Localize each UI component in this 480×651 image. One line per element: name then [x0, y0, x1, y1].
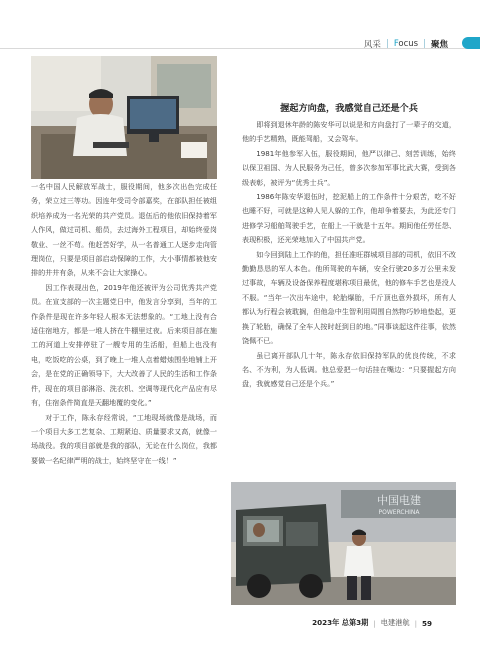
- office-photo: [31, 56, 217, 179]
- left-paragraph-3: 对于工作，陈永存经常说，“工地现场就像是战场，而一个项目大多工艺复杂、工期紧迫、质量要求又高，就像一场战役。我的项目部就是我的部队，无论在什么岗位，我都要做一名纪律严明的战士，始终坚守在一线！”: [31, 412, 217, 465]
- truck-photo: [231, 482, 456, 605]
- focus-label: [394, 39, 418, 49]
- right-paragraph-2: 1981年他参军入伍，服役期间，他严以律己、刻苦训练，始终以保卫祖国、为人民服务为己任，曾多次参加军事比武大赛，受到各级表彰，被评为“优秀士兵”。: [242, 148, 456, 187]
- page-header: [364, 38, 448, 50]
- left-paragraph-1: 一名中国人民解放军战士，服役期间，他多次出色完成任务，荣立过三等功。因连年受司令部嘉奖，在部队担任被组织培养成为一名光荣的共产党员。退伍后的他依旧保持着军人作风，做过司机、船员，去过海外工程项目，却始终爱岗敬业、一丝不苟。他赶苦好学，从一名普通工人逐步走向管理岗位，只要是项目部启动保障的工作，大小事情都被他安排的井井有条，从来不会让大家操心。: [31, 182, 217, 278]
- right-paragraph-4: 如今回到陆上工作的他，担任准旺群城项目部的司机，依旧不改勤勤恳恳的军人本色。他所驾驶的车辆，安全行驶20多万公里未发过事故，车辆及设备保养程度堪称项目最优，他的修车手艺也是没人不服。“当年一次出车途中，轮胎爆胎，千斤顶也意外损坏，所有人都认为行程会被耽搁，但他急中生智利用周围自然物巧妙地垫起，更换了轮胎，确保了全车人按时赶到目的地。”同事谈起这件往事，依然饶佩不已。: [242, 249, 456, 346]
- header-separator: |: [385, 39, 389, 49]
- focus-rest: ocus: [398, 39, 419, 49]
- section-bold-label: 聚焦: [430, 40, 448, 50]
- right-paragraph-5: 虽已离开部队几十年，陈永存依旧保持军队的优良传统，不求名、不为利，为人低调。他总爱把一句话挂在嘴边：“只要握起方向盘，我就感觉自己还是个兵。”: [242, 350, 456, 389]
- section-label: 风采: [363, 40, 381, 50]
- right-paragraph-3: 1986年陈安华退伍时，挖泥船上的工作条件十分艰苦，吃不好也睡不好，可就是这种人见人躲的工作，他却争着要去，为此还专门进修学习船舶驾驶手艺，在船上一干就是十五年。期间他任劳任怨、表现积极，还光荣地加入了中国共产党。: [242, 192, 456, 245]
- header-separator-2: |: [423, 39, 426, 49]
- office-photo-illustration: [31, 56, 217, 179]
- truck-photo-illustration: [231, 482, 456, 605]
- issue-label: 2023年 总第3期: [312, 618, 369, 627]
- footer-separator: |: [373, 618, 376, 628]
- article-title: 握起方向盘，我感觉自己还是个兵: [280, 103, 418, 114]
- right-column: [242, 102, 456, 392]
- publication-name: 电建港航: [380, 618, 410, 627]
- page-footer: [312, 618, 432, 628]
- sign-text-cn: 中国电建: [377, 494, 421, 507]
- right-paragraph-1: 即将到退休年龄的陈安华可以说是和方向盘打了一辈子的交道，他的手艺精熟，既能驾船，又会驾车。: [242, 120, 456, 144]
- footer-separator-2: |: [414, 618, 417, 628]
- left-paragraph-2: 因工作表现出色，2019年他还被评为公司优秀共产党员。在宣支部的一次主题党日中，他发言分享到，当年的工作条件是现在许多年轻人根本无法想象的。“工地上没有合适住宿地方，都是一堆人挤在牛棚里过夜。后来项目部在施工的河道上安排停驻了一艘专用的生活船，但船上也没有电，吃饭吃的公桌，到了晚上一堆人点着蜡烛围坐地铺上开会，是在党的正确领导下，大大改善了人民的生活和工作条件，现在的项目部淋浴、洗衣机、空调等现代化产品应有尽有，住宿条件简直是天翻地覆的变化。”: [31, 282, 217, 408]
- left-column: [31, 180, 217, 468]
- section-tab: [462, 37, 480, 49]
- page-number: 59: [421, 618, 432, 628]
- focus-initial: F: [393, 39, 399, 49]
- sign-text-en: POWERCHINA: [378, 509, 420, 516]
